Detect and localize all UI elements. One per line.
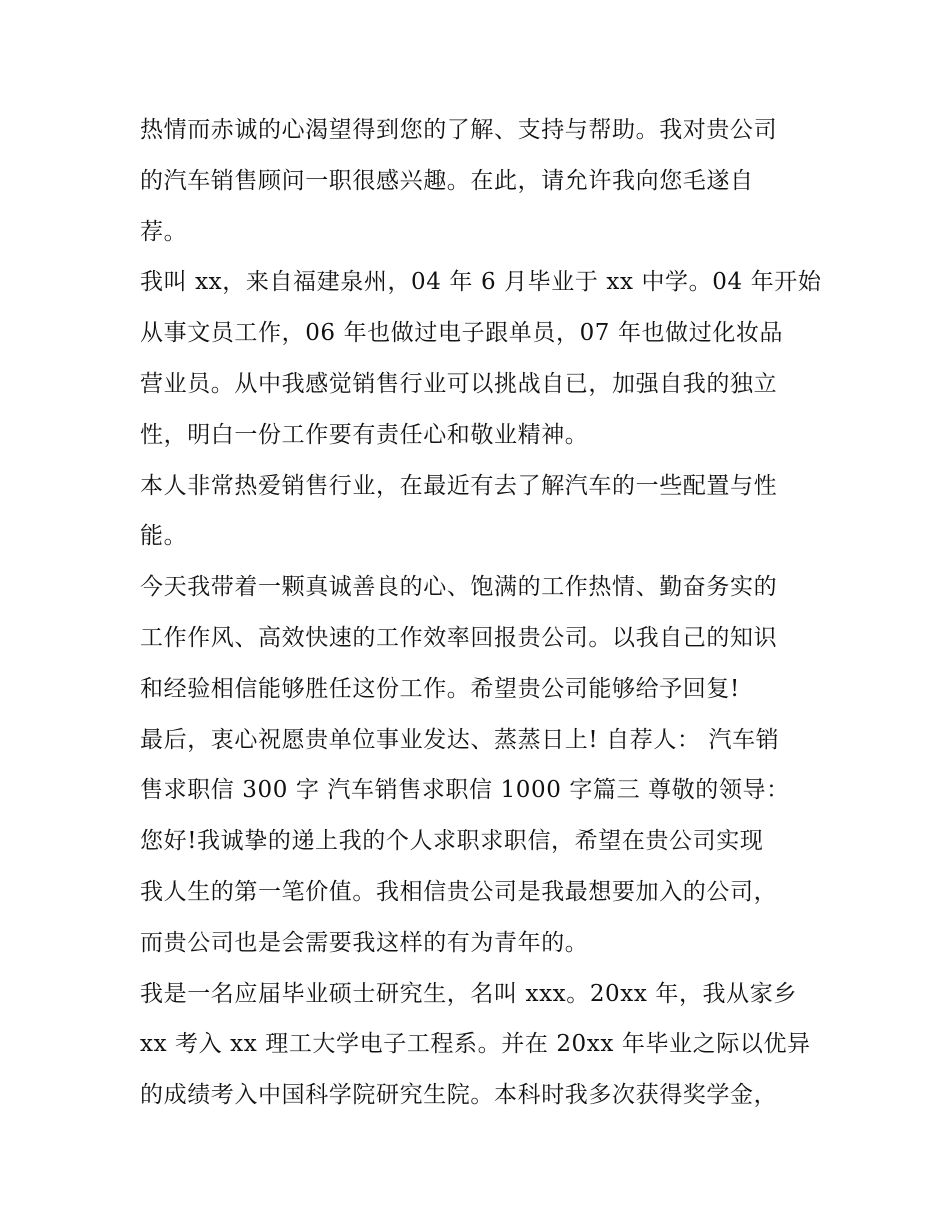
text-line: 性，明白一份工作要有责任心和敬业精神。 bbox=[140, 421, 589, 448]
text-line: 我人生的第一笔价值。我相信贵公司是我最想要加入的公司， bbox=[140, 878, 778, 905]
text-line: xx 考入 xx 理工大学电子工程系。并在 20xx 年毕业之际以优异 bbox=[140, 1031, 811, 1058]
text-line: 营业员。从中我感觉销售行业可以挑战自已，加强自我的独立 bbox=[140, 370, 778, 397]
text-line: 售求职信 300 字 汽车销售求职信 1000 字篇三 尊敬的领导： bbox=[140, 777, 790, 804]
text-line: 您好!我诚挚的递上我的个人求职求职信，希望在贵公司实现 bbox=[140, 828, 764, 855]
text-line: 和经验相信能够胜任这份工作。希望贵公司能够给予回复! bbox=[140, 675, 740, 702]
text-line: 的成绩考入中国科学院研究生院。本科时我多次获得奖学金， bbox=[140, 1082, 778, 1109]
text-line: 热情而赤诚的心渴望得到您的了解、支持与帮助。我对贵公司 bbox=[140, 117, 778, 143]
text-line: 我叫 xx，来自福建泉州，04 年 6 月毕业于 xx 中学。04 年开始 bbox=[140, 269, 822, 296]
text-line: 而贵公司也是会需要我这样的有为青年的。 bbox=[140, 929, 589, 956]
text-line: 今天我带着一颗真诚善良的心、饱满的工作热情、勤奋务实的 bbox=[140, 574, 778, 601]
text-line: 的汽车销售顾问一职很感兴趣。在此，请允许我向您毛遂自 bbox=[140, 167, 754, 194]
text-line: 能。 bbox=[140, 523, 188, 550]
text-line: 工作作风、高效快速的工作效率回报贵公司。以我自己的知识 bbox=[140, 624, 778, 651]
text-line: 最后，衷心祝愿贵单位事业发达、蒸蒸日上! 自荐人： 汽车销 bbox=[140, 726, 780, 753]
text-line: 荐。 bbox=[140, 218, 188, 245]
text-line: 我是一名应届毕业硕士研究生，名叫 xxx。20xx 年，我从家乡 bbox=[140, 980, 797, 1007]
document-body bbox=[140, 105, 820, 1121]
text-line: 本人非常热爱销售行业，在最近有去了解汽车的一些配置与性 bbox=[140, 472, 778, 499]
text-line: 从事文员工作，06 年也做过电子跟单员，07 年也做过化妆品 bbox=[140, 320, 784, 347]
